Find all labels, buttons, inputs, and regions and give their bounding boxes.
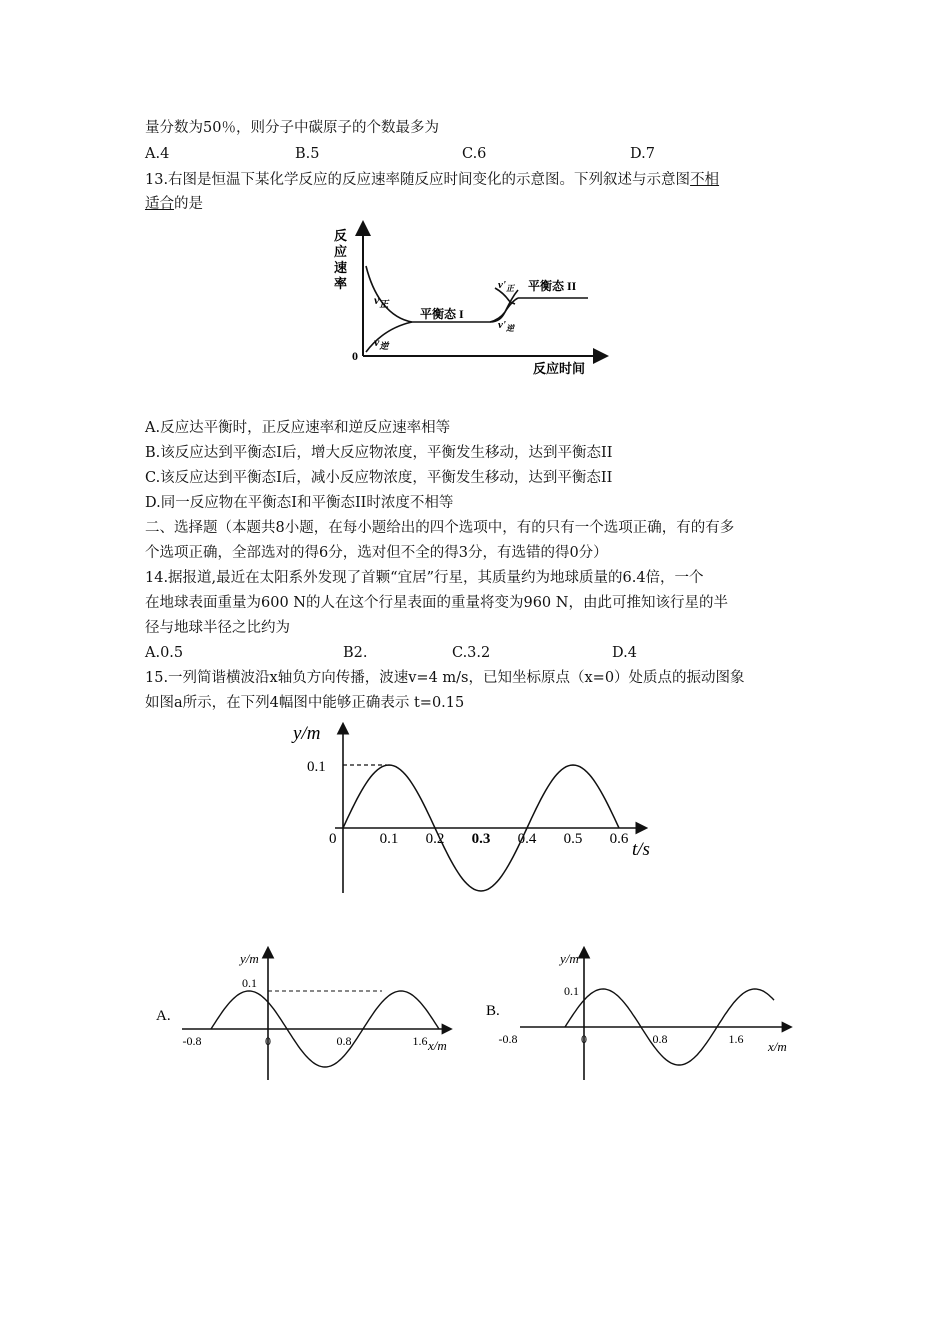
graph-a-tick-label: 0.3 xyxy=(471,831,491,847)
graph-B-y-label: y/m xyxy=(560,951,579,966)
q14-option-c: C.3.2 xyxy=(452,645,491,661)
x-tick-label: 1.6 xyxy=(728,1032,744,1046)
q12-option-c: C.6 xyxy=(462,146,487,162)
graph-A xyxy=(150,945,470,1085)
graph-a-y-label: y/m xyxy=(293,723,321,744)
graph-B xyxy=(480,945,810,1085)
reverse-rate-curve xyxy=(366,322,412,352)
graph-a-tick-label: 0.4 xyxy=(517,831,537,847)
graph-a-x-label: t/s xyxy=(632,839,650,860)
q15-line2: 如图a所示，在下列4幅图中能够正确表示 t=0.15 xyxy=(145,695,465,711)
graph-a-amp-label: 0.1 xyxy=(307,759,326,775)
x-label: 反应时间 xyxy=(533,361,586,376)
q13-stem-line1: 13.右图是恒温下某化学反应的反应速率随反应时间变化的示意图。下列叙述与示意图不相 xyxy=(145,172,720,188)
q14-line3: 径与地球半径之比约为 xyxy=(145,620,290,636)
graph-a xyxy=(285,715,675,895)
origin-label: 0 xyxy=(352,349,358,363)
graph-A-amp-label: 0.1 xyxy=(242,976,257,990)
graph-a-tick-label: 0.2 xyxy=(425,831,445,847)
q14-option-d: D.4 xyxy=(612,645,637,661)
graph-A-letter: A. xyxy=(156,1008,171,1024)
q13-option-c: C.该反应达到平衡态I后，减小反应物浓度，平衡发生移动，达到平衡态II xyxy=(145,470,613,486)
graph-A-y-label: y/m xyxy=(240,951,259,966)
y-label-3: 速 xyxy=(334,260,348,275)
x-tick-label: -0.8 xyxy=(498,1032,518,1046)
state1-label: 平衡态 I xyxy=(420,307,464,321)
v-forward2-label: $v'_正$ xyxy=(498,279,514,293)
graph-A-x-label: x/m xyxy=(428,1038,447,1053)
q15-line1: 15.一列简谐横波沿x轴负方向传播，波速v=4 m/s，已知坐标原点（x=0）处质点的振动图象 xyxy=(145,670,745,686)
x-tick-label: 0.8 xyxy=(652,1032,668,1046)
graph-a-tick-label: 0.1 xyxy=(379,831,399,847)
q13-stem-line2: 适合的是 xyxy=(145,196,203,212)
x-tick-label: 0 xyxy=(265,1034,271,1048)
reaction-rate-figure xyxy=(330,218,620,378)
y-label-2: 应 xyxy=(334,244,348,259)
graph-a-tick-label: 0.5 xyxy=(563,831,583,847)
y-label-4: 率 xyxy=(334,276,348,291)
q14-line2: 在地球表面重量为600 N的人在这个行星表面的重量将变为960 N，由此可推知该行星的半 xyxy=(145,595,728,611)
graph-a-tick-label: 0.6 xyxy=(609,831,629,847)
graph-B-x-label: x/m xyxy=(768,1039,787,1054)
q14-option-a: A.0.5 xyxy=(145,645,184,661)
q12-option-a: A.4 xyxy=(145,146,170,162)
q14-line1: 14.据报道,最近在太阳系外发现了首颗“宜居”行星，其质量约为地球质量的6.4倍，一个 xyxy=(145,570,704,586)
q12-option-b: B.5 xyxy=(295,146,320,162)
q13-option-b: B.该反应达到平衡态I后，增大反应物浓度，平衡发生移动，达到平衡态II xyxy=(145,445,613,461)
y-label-1: 反 xyxy=(334,228,348,243)
state2-label: 平衡态 II xyxy=(528,279,577,293)
section2-line2: 个选项正确，全部选对的得6分，选对但不全的得3分，有选错的得0分） xyxy=(145,545,608,561)
q12-option-d: D.7 xyxy=(630,146,655,162)
v-reverse-label: $v_逆$ xyxy=(374,335,389,351)
v-forward-label: $v_正$ xyxy=(374,293,389,309)
graph-a-origin: 0 xyxy=(329,831,337,847)
v-reverse2-label: $v'_逆$ xyxy=(498,319,514,333)
q14-option-b: B2. xyxy=(343,645,368,661)
graph-B-letter: B. xyxy=(486,1003,500,1019)
graph-B-amp-label: 0.1 xyxy=(564,984,579,998)
x-tick-label: 0 xyxy=(581,1032,587,1046)
x-tick-label: 1.6 xyxy=(412,1034,428,1048)
x-tick-label: -0.8 xyxy=(182,1034,202,1048)
q13-option-d: D.同一反应物在平衡态I和平衡态II时浓度不相等 xyxy=(145,495,454,511)
section2-line1: 二、选择题（本题共8小题，在每小题给出的四个选项中，有的只有一个选项正确，有的有多 xyxy=(145,520,735,536)
q13-option-a: A.反应达平衡时，正反应速率和逆反应速率相等 xyxy=(145,420,451,436)
q12-stem: 量分数为50％，则分子中碳原子的个数最多为 xyxy=(145,120,439,136)
x-tick-label: 0.8 xyxy=(336,1034,352,1048)
